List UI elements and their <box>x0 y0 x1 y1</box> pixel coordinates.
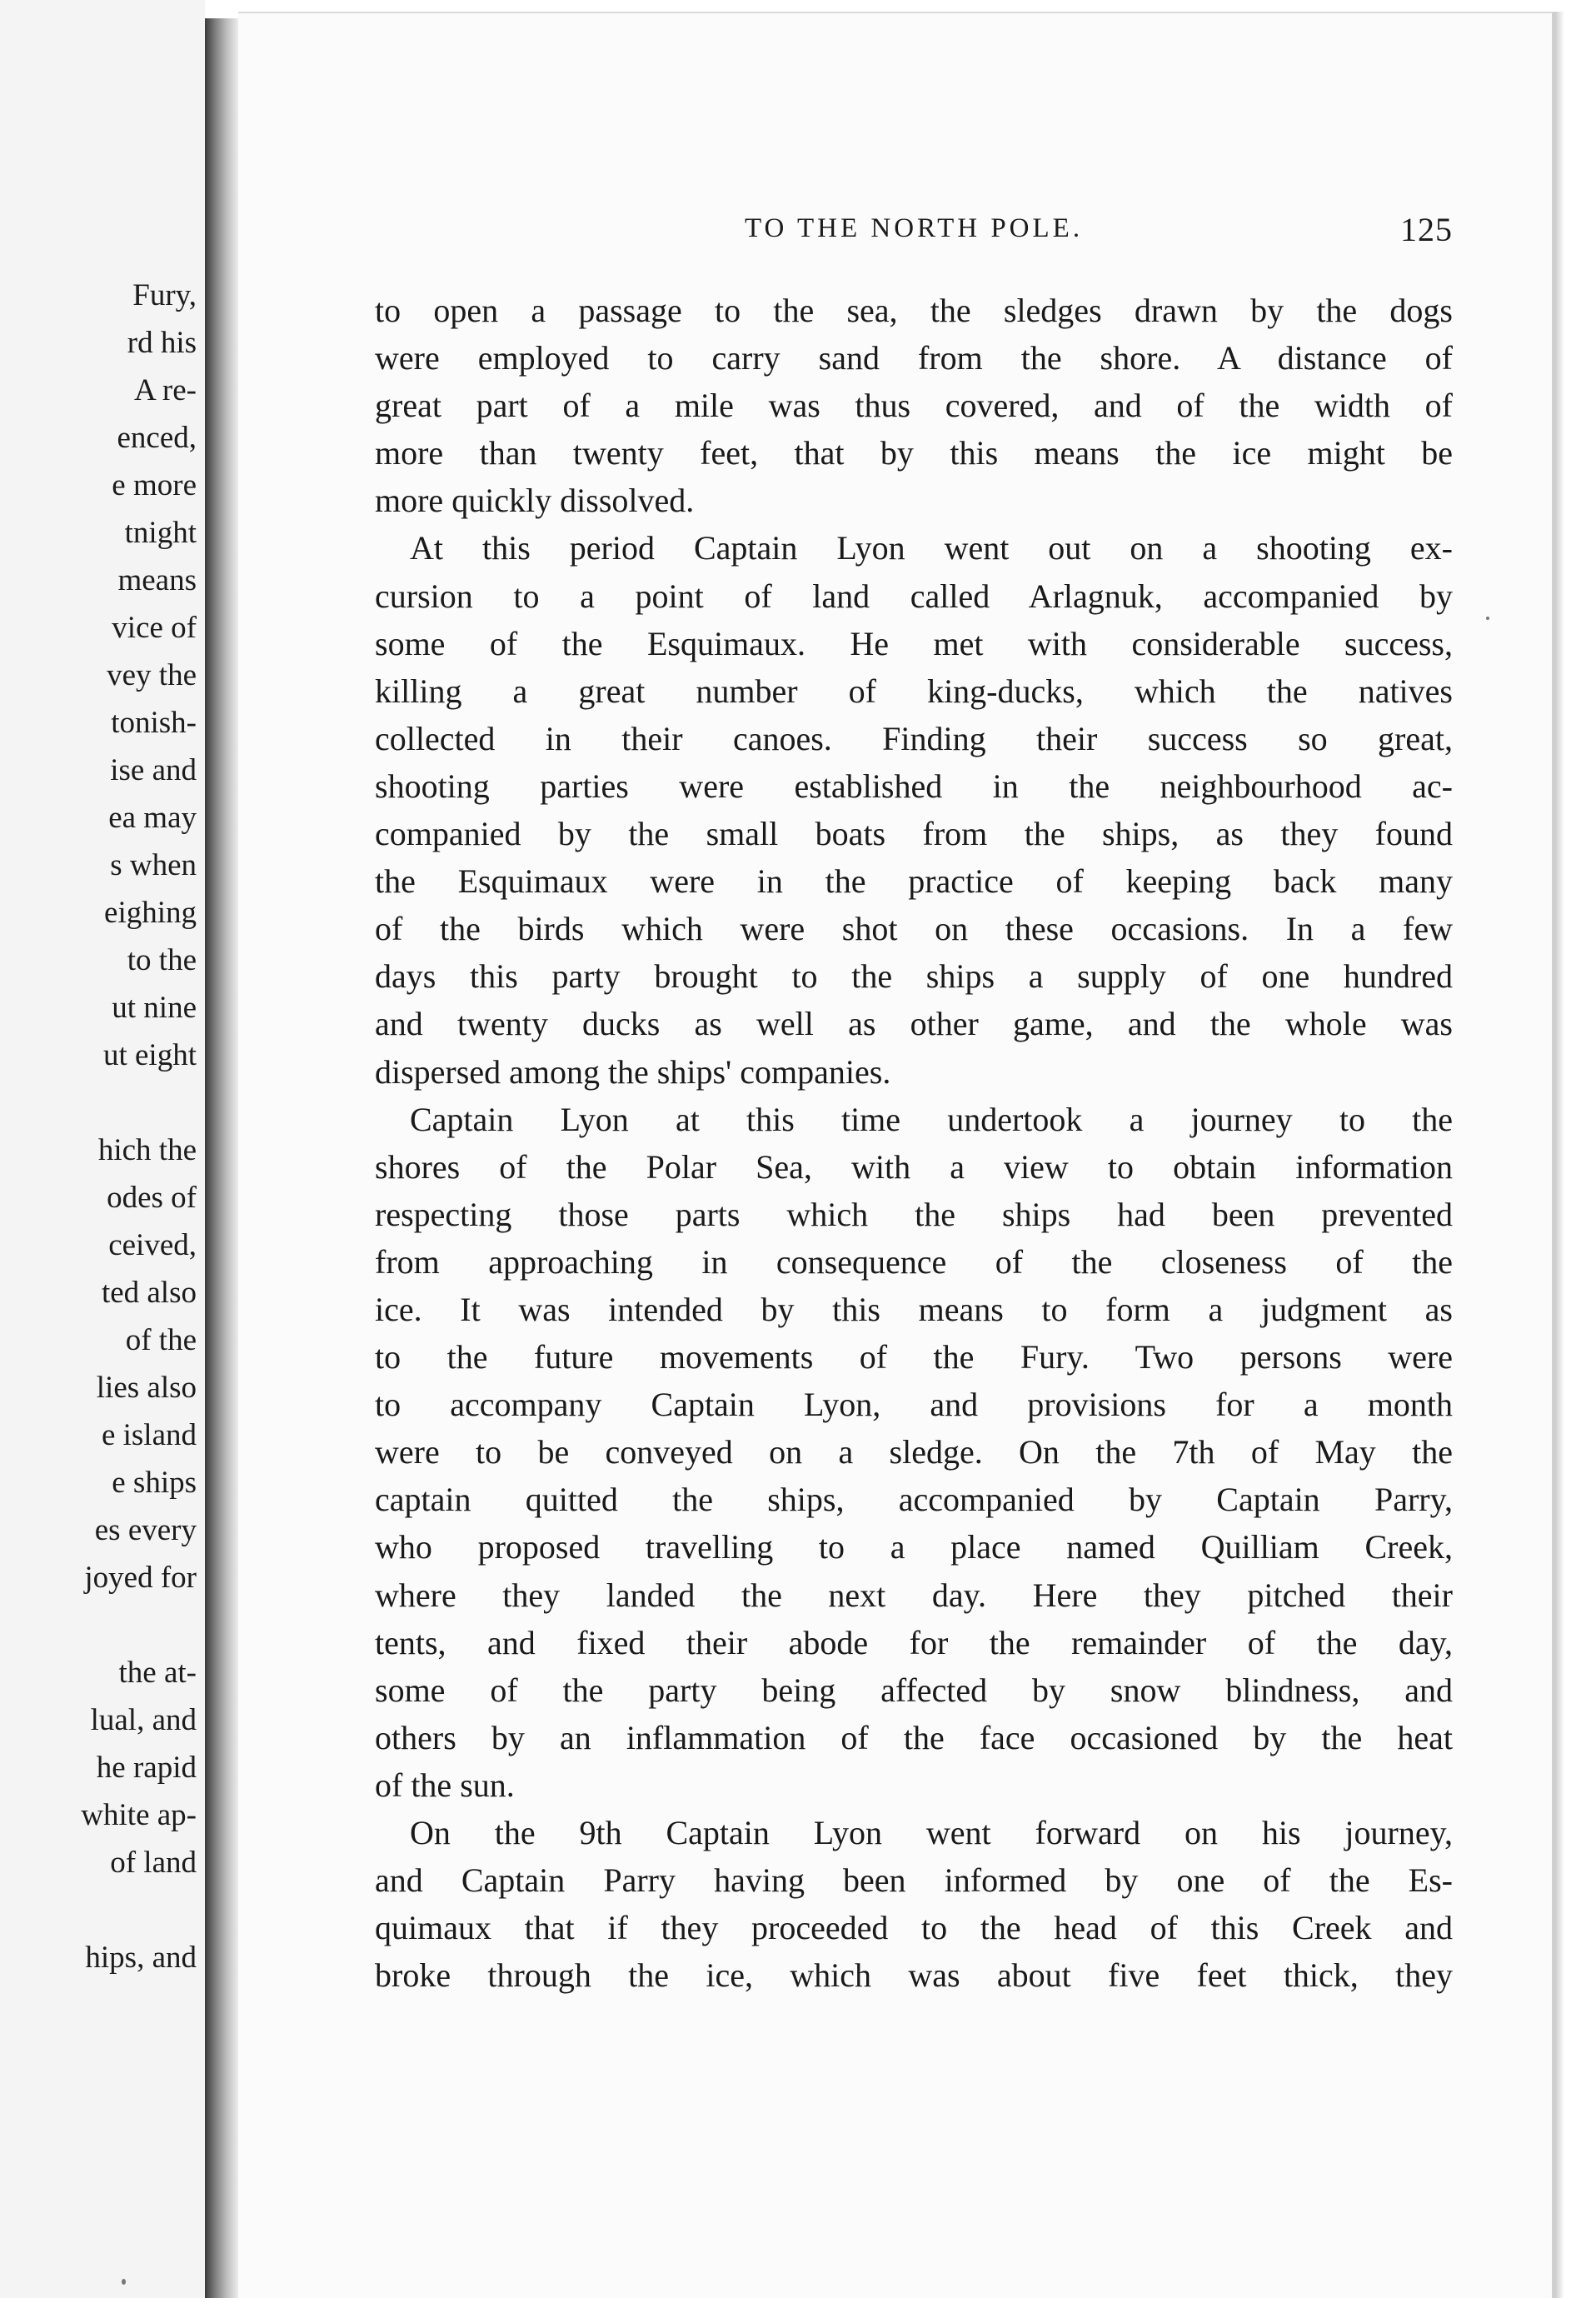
left-page-line: ut eight <box>102 1038 197 1072</box>
text-line: cursion to a point of land called Arlagnuk, accompanied by <box>375 577 1453 615</box>
left-page-line: vice of <box>112 611 197 645</box>
left-page-line: Fury, <box>132 278 197 312</box>
text-line: of the sun. <box>375 1766 515 1804</box>
text-line: some of the Esquimaux. He met with considerable success, <box>375 624 1453 662</box>
text-line: broke through the ice, which was about five feet thick, they <box>375 1956 1453 1995</box>
left-facing-page <box>0 0 208 2298</box>
text-line: tents, and fixed their abode for the remainder of the day, <box>375 1623 1453 1661</box>
left-page-line: tnight <box>124 516 197 550</box>
text-line: great part of a mile was thus covered, and of the width of <box>375 387 1453 425</box>
paper-speck <box>1486 617 1489 620</box>
body-text <box>375 287 1453 1999</box>
text-line: shooting parties were established in the neighbourhood ac- <box>375 767 1453 805</box>
text-line: On the 9th Captain Lyon went forward on his journey, <box>410 1814 1453 1851</box>
left-page-line: lual, and <box>90 1703 197 1737</box>
text-line: of the birds which were shot on these occasions. In a few <box>375 910 1453 948</box>
text-line: At this period Captain Lyon went out on a shooting ex- <box>410 529 1453 567</box>
left-page-line: ea may <box>108 801 197 835</box>
text-line: more than twenty feet, that by this means the ice might be <box>375 434 1453 472</box>
text-line: the Esquimaux were in the practice of keeping back many <box>375 862 1453 901</box>
text-line: who proposed travelling to a place named Quilliam Creek, <box>375 1528 1453 1566</box>
text-line: killing a great number of king-ducks, which the natives <box>375 672 1453 710</box>
text-line: to accompany Captain Lyon, and provisions for a month <box>375 1386 1453 1424</box>
running-head <box>375 213 1453 255</box>
page-edge-shadow <box>1554 12 1564 2298</box>
left-page-line: enced, <box>117 421 197 455</box>
left-page-line: tonish- <box>111 706 197 740</box>
left-page-line: ise and <box>110 753 197 787</box>
left-page-line: rd his <box>127 326 197 360</box>
left-page-line: ted also <box>101 1276 197 1310</box>
text-line: were to be conveyed on a sledge. On the 7th of May the <box>375 1433 1453 1471</box>
text-line: collected in their canoes. Finding their success so great, <box>375 719 1453 757</box>
text-line: companied by the small boats from the ships, as they found <box>375 815 1453 853</box>
left-page-line: he rapid <box>96 1751 197 1785</box>
left-page-line: es every <box>94 1513 197 1547</box>
text-line: to the future movements of the Fury. Two persons were <box>375 1338 1453 1376</box>
left-page-line: hips, and <box>85 1941 197 1975</box>
text-line: days this party brought to the ships a supply of one hundred <box>375 957 1453 996</box>
text-line: respecting those parts which the ships had been prevented <box>375 1195 1453 1233</box>
left-page-line: hich the <box>97 1133 197 1167</box>
left-page-line: e ships <box>112 1466 197 1500</box>
left-page-line: A re- <box>134 373 197 407</box>
left-page-line <box>0 1079 197 1127</box>
text-line: some of the party being affected by snow blindness, and <box>375 1671 1453 1709</box>
left-page-line: the at- <box>118 1656 197 1690</box>
text-line: quimaux that if they proceeded to the head of this Creek and <box>375 1909 1453 1947</box>
running-head-title: TO THE NORTH POLE. <box>744 213 1084 243</box>
left-page-line: joyed for <box>84 1561 197 1595</box>
left-page-line <box>0 1886 197 1934</box>
left-page-line: vey the <box>107 658 197 692</box>
left-page-line: ceived, <box>108 1228 197 1262</box>
text-line: from approaching in consequence of the closeness of the <box>375 1242 1453 1281</box>
text-line: shores of the Polar Sea, with a view to obtain information <box>375 1147 1453 1186</box>
left-page-line: ut nine <box>112 991 197 1025</box>
text-line: were employed to carry sand from the shore. A distance of <box>375 339 1453 377</box>
text-line: dispersed among the ships' companies. <box>375 1052 891 1091</box>
left-page-line <box>0 1601 197 1649</box>
text-line: and twenty ducks as well as other game, and the whole was <box>375 1005 1453 1043</box>
text-line: captain quitted the ships, accompanied by Captain Parry, <box>375 1481 1453 1519</box>
page-number: 125 <box>1400 211 1453 248</box>
text-line: Captain Lyon at this time undertook a journey to the <box>410 1100 1453 1138</box>
left-page-line: lies also <box>96 1371 197 1405</box>
left-page-line: white ap- <box>81 1798 197 1832</box>
book-gutter <box>205 18 238 2298</box>
left-page-line: to the <box>127 943 197 977</box>
left-page-line: means <box>117 563 197 597</box>
right-page <box>238 12 1554 2298</box>
left-page-line: eighing <box>104 896 197 930</box>
left-page-line: of land <box>110 1846 197 1880</box>
text-line: to open a passage to the sea, the sledges drawn by the dogs <box>375 292 1453 329</box>
text-line: and Captain Parry having been informed by one of the Es- <box>375 1861 1453 1900</box>
text-line: ice. It was intended by this means to form a judgment as <box>375 1290 1453 1328</box>
text-line: others by an inflammation of the face occasioned by the heat <box>375 1718 1453 1756</box>
left-page-text <box>0 272 197 1981</box>
left-page-line: e island <box>101 1418 197 1452</box>
text-line: where they landed the next day. Here they pitched their <box>375 1576 1453 1614</box>
left-page-line: s when <box>110 848 197 882</box>
left-page-line: of the <box>125 1323 197 1357</box>
gutter-top <box>205 0 238 18</box>
paper-speck <box>122 2279 126 2285</box>
text-line: more quickly dissolved. <box>375 482 695 520</box>
left-page-line: odes of <box>107 1181 197 1215</box>
left-page-line: e more <box>112 468 197 502</box>
